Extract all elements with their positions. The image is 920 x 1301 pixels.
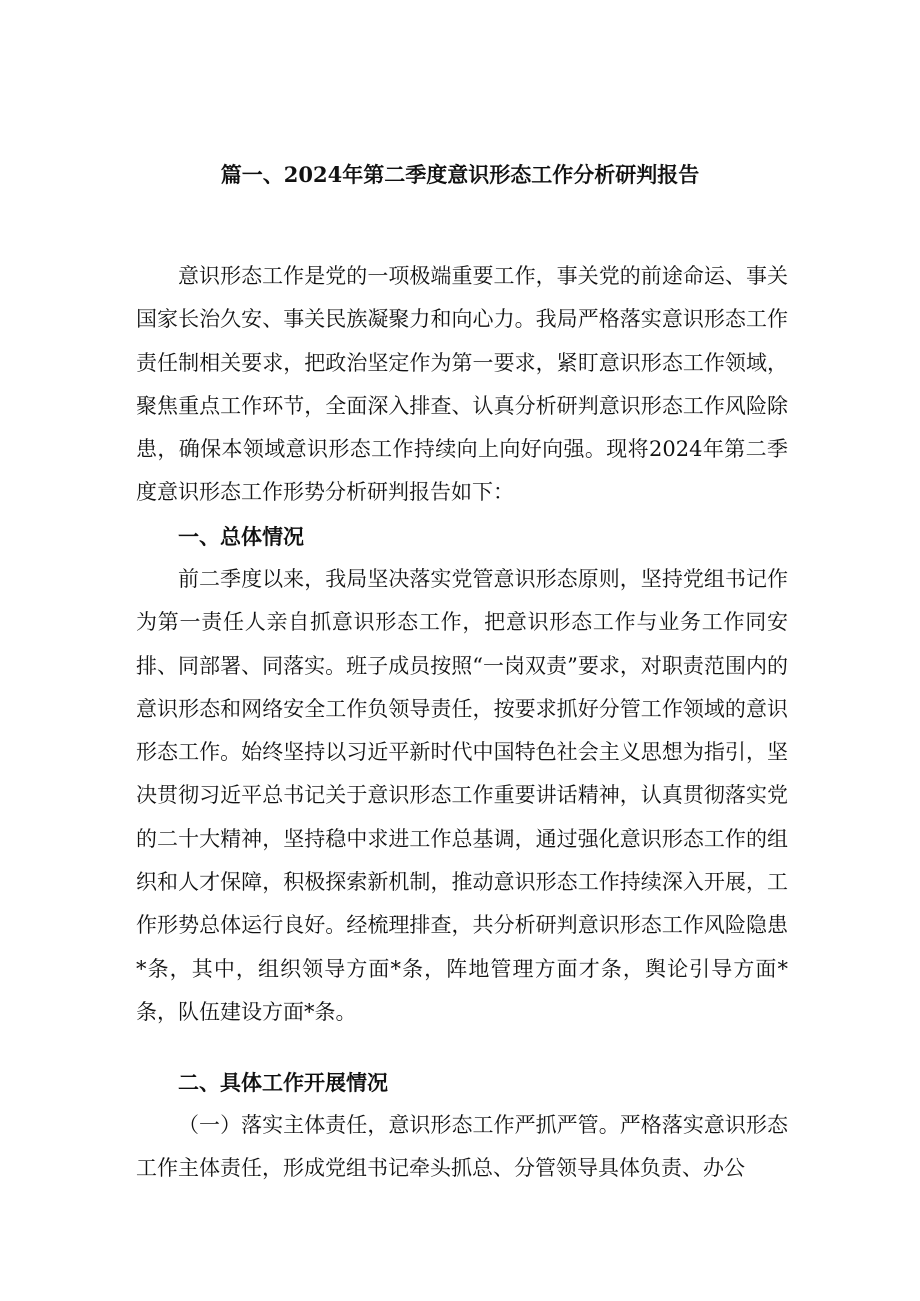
intro-paragraph: 意识形态工作是党的一项极端重要工作，事关党的前途命运、事关国家长治久安、事关民族凝聚力和向心力。我局严格落实意识形态工作责任制相关要求，把政治坚定作为第一要求，紧盯意识形态工作领域，聚焦重点工作环节，全面深入排查、认真分析研判意识形态工作风险除患，确保本领域意识形态工作持续向上向好向强。现将2024年第二季度意识形态工作形势分析研判报告如下： xyxy=(136,264,788,505)
section-heading-overall: 一、总体情况 xyxy=(178,524,304,549)
section-heading-work: 二、具体工作开展情况 xyxy=(178,1070,388,1095)
document-title: 篇一、2024年第二季度意识形态工作分析研判报告 xyxy=(220,162,700,187)
responsibility-paragraph: （一）落实主体责任，意识形态工作严抓严管。严格落实意识形态工作主体责任，形成党组书记牵头抓总、分管领导具体负责、办公 xyxy=(136,1113,788,1181)
overall-paragraph: 前二季度以来，我局坚决落实党管意识形态原则，坚持党组书记作为第一责任人亲自抓意识形态工作，把意识形态工作与业务工作同安排、同部署、同落实。班子成员按照“一岗双责”要求，对职责范围内的意识形态和网络安全工作负领导责任，按要求抓好分管工作领域的意识形态工作。始终坚持以习近平新时代中国特色社会主义思想为指引，坚决贯彻习近平总书记关于意识形态工作重要讲话精神，认真贯彻落实党的二十大精神，坚持稳中求进工作总基调，通过强化意识形态工作的组织和人才保障，积极探索新机制，推动意识形态工作持续深入开展，工作形势总体运行良好。经梳理排查，共分析研判意识形态工作风险隐患*条，其中，组织领导方面*条，阵地管理方面才条，舆论引导方面*条，队伍建设方面*条。 xyxy=(136,567,788,1024)
